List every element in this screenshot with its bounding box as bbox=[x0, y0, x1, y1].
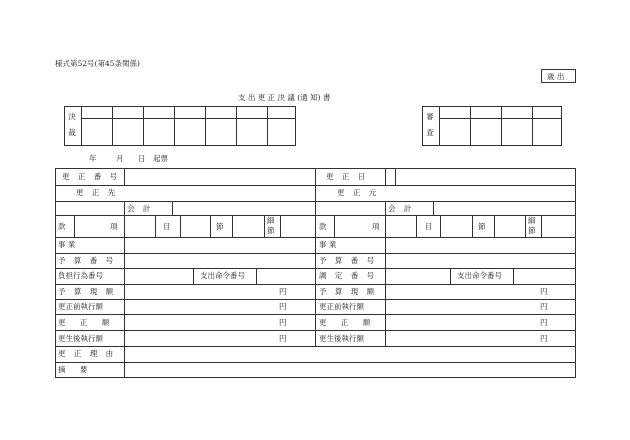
label-left-setsu: 節 bbox=[216, 222, 224, 231]
yen-right-kousei: 円 bbox=[540, 318, 548, 327]
label-left-kaikei: 会 計 bbox=[127, 204, 154, 213]
category-stamp-box bbox=[541, 69, 576, 83]
label-right-shishutsu-bangou: 支出命令番号 bbox=[457, 271, 502, 280]
label-left-mae-shikkou: 更正前執行額 bbox=[58, 302, 103, 311]
label-left-moku: 目 bbox=[163, 222, 171, 231]
label-left-kou: 項 bbox=[110, 222, 118, 231]
label-left-kan: 款 bbox=[58, 222, 66, 231]
category-stamp: 歳 出 bbox=[547, 72, 565, 81]
date-day: 日 bbox=[138, 154, 146, 163]
label-right-kousei-gaku: 更 正 額 bbox=[319, 318, 377, 327]
label-right-kaikei: 会 計 bbox=[388, 204, 415, 213]
label-tekiyou: 摘 要 bbox=[58, 365, 94, 374]
date-kian: 起票 bbox=[153, 154, 168, 163]
label-kousei-moto: 更 正 元 bbox=[337, 188, 380, 197]
label-kousei-saki: 更 正 先 bbox=[76, 188, 119, 197]
yen-left-kousei: 円 bbox=[279, 318, 287, 327]
label-kousei-bi: 更 正 日 bbox=[326, 172, 369, 181]
label-right-jigyou: 事 業 bbox=[319, 240, 337, 249]
label-left-kousei-gaku: 更 正 額 bbox=[58, 318, 116, 327]
yen-right-mae: 円 bbox=[540, 302, 548, 311]
label-right-chousei-bangou: 調 定 番 号 bbox=[319, 271, 378, 280]
yen-left-go: 円 bbox=[279, 334, 287, 343]
label-left-shishutsu-bangou: 支出命令番号 bbox=[200, 271, 245, 280]
label-kousei-bangou: 更 正 番 号 bbox=[62, 172, 121, 181]
label-left-futan-bangou: 負担行為番号 bbox=[58, 271, 103, 280]
label-left-yosan-bangou: 予 算 番 号 bbox=[58, 256, 117, 265]
review-box bbox=[422, 106, 562, 146]
label-right-yosan-bangou: 予 算 番 号 bbox=[319, 256, 378, 265]
label-left-go-shikkou: 更生後執行額 bbox=[58, 334, 103, 343]
page-title: 支 出 更 正 決 議 (通 知) 書 bbox=[238, 93, 331, 102]
label-left-yosan-gengaku: 予 算 現 額 bbox=[58, 287, 117, 296]
form-number: 様式第52号(第45条関係) bbox=[55, 59, 140, 68]
label-right-saisetsu-1: 細 bbox=[528, 216, 536, 225]
yen-right-yosan: 円 bbox=[540, 287, 548, 296]
label-right-yosan-gengaku: 予 算 現 額 bbox=[319, 287, 378, 296]
label-right-mae-shikkou: 更正前執行額 bbox=[319, 302, 364, 311]
label-right-saisetsu-2: 節 bbox=[528, 226, 536, 235]
yen-right-go: 円 bbox=[540, 334, 548, 343]
approval-box bbox=[64, 106, 296, 146]
label-left-jigyou: 事 業 bbox=[58, 240, 76, 249]
date-month: 月 bbox=[116, 154, 124, 163]
label-right-kou: 項 bbox=[372, 222, 380, 231]
yen-left-mae: 円 bbox=[279, 302, 287, 311]
label-left-saisetsu-1: 細 bbox=[267, 216, 275, 225]
label-right-setsu: 節 bbox=[478, 222, 486, 231]
label-right-moku: 目 bbox=[425, 222, 433, 231]
label-left-saisetsu-2: 節 bbox=[267, 226, 275, 235]
review-label-1: 審 bbox=[426, 112, 434, 121]
review-label-2: 査 bbox=[426, 128, 434, 137]
label-kousei-riyuu: 更 正 理 由 bbox=[58, 349, 117, 358]
approval-label-1: 決 bbox=[68, 112, 76, 121]
approval-label-2: 裁 bbox=[68, 128, 76, 137]
date-year: 年 bbox=[89, 154, 97, 163]
label-right-kan: 款 bbox=[319, 222, 327, 231]
yen-left-yosan: 円 bbox=[279, 287, 287, 296]
label-right-go-shikkou: 更生後執行額 bbox=[319, 334, 364, 343]
